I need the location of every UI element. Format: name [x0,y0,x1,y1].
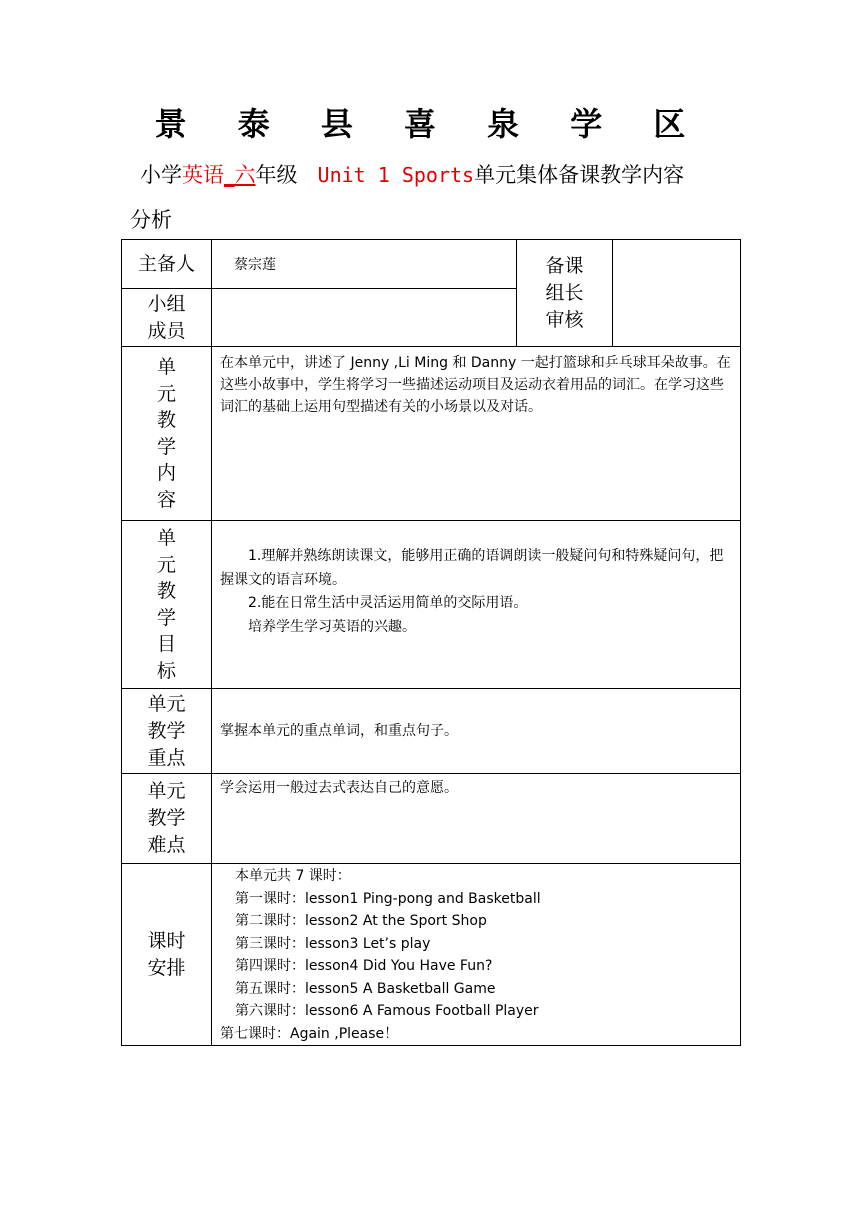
schedule-text-cell [212,864,741,1046]
schedule-lesson: 第三课时：lesson3 Let’s play [235,935,431,952]
key-text: 掌握本单元的重点单词，和重点句子。 [220,723,458,739]
host-value: 蔡宗莲 [234,257,276,273]
content-label-char: 容 [156,488,176,511]
schedule-lesson: 第一课时：lesson1 Ping-pong and Basketball [235,890,541,907]
document-title: 景 泰 县 喜 泉 学 区 [154,105,706,143]
schedule-last-lesson: 第七课时：Again ,Please！ [220,1025,399,1042]
goals-label-char: 单 [156,527,176,549]
content-label-cell [122,347,212,521]
content-label-char: 元 [156,382,176,405]
members-label-line: 小组 [147,292,186,315]
content-label-char: 单 [156,356,176,378]
goals-label-char: 标 [156,659,176,682]
goals-label-char: 教 [156,580,176,602]
review-label-line: 审核 [545,308,584,331]
subtitle-grade-suffix: 年级 [255,163,298,187]
review-label-line: 组长 [545,281,584,304]
schedule-lesson: 第二课时：lesson2 At the Sport Shop [235,913,487,929]
content-label-char: 内 [156,462,176,484]
schedule-intro: 本单元共 7 课时： [235,868,351,884]
document-subtitle [130,153,740,243]
content-text: 在本单元中，讲述了 Jenny ,Li Ming 和 Danny 一起打篮球和乒乓球耳朵故事。在这些小故事中，学生将学习一些描述运动项目及运动衣着用品的词汇。在学习这些词汇的基础上运用句型描述有关的小场景以及对话。 [220,355,731,415]
goal-item: 1.理解并熟练朗读课文，能够用正确的语调朗读一般疑问句和特殊疑问句，把握课文的语言环境。 [220,548,724,588]
goals-label-char: 学 [156,606,176,629]
review-label-cell [517,240,613,347]
members-value-cell [212,289,517,347]
difficult-label-cell [122,774,212,864]
schedule-lesson: 第六课时：lesson6 A Famous Football Player [235,1003,539,1019]
subtitle-blank: _ [224,163,235,187]
key-label-cell [122,689,212,774]
schedule-label-line: 课时 [147,929,186,952]
key-label-line: 教学 [147,719,186,742]
subtitle-grade: 六 [234,163,256,187]
difficult-label-line: 教学 [147,807,186,829]
members-label-cell [122,289,212,347]
schedule-label-cell [122,864,212,1046]
content-label-char: 教 [156,409,176,431]
lesson-plan-table [121,239,741,1046]
review-value-cell [613,240,741,347]
schedule-label-line: 安排 [147,956,186,979]
subtitle-continuation: 分析 [130,208,172,232]
subtitle-suffix: 单元集体备课教学内容 [474,163,685,187]
key-text-cell [212,689,741,774]
content-text-cell [212,347,741,521]
subtitle-unit: Unit 1 Sports [317,163,475,187]
review-label-line: 备课 [545,254,584,277]
goal-item: 培养学生学习英语的兴趣。 [248,618,416,635]
subtitle-prefix: 小学 [140,163,182,187]
content-label-char: 学 [156,435,176,458]
host-value-cell [212,240,517,289]
key-label-line: 单元 [147,692,186,715]
goal-item: 2.能在日常生活中灵活运用简单的交际用语。 [248,595,528,611]
difficult-text-cell [212,774,741,864]
schedule-lesson: 第五课时：lesson5 A Basketball Game [235,980,496,997]
subtitle-subject: 英语 [182,163,224,187]
difficult-label-line: 难点 [147,834,186,856]
key-label-line: 重点 [147,746,186,769]
goals-label-cell [122,521,212,689]
members-label-line: 成员 [147,319,186,342]
goals-label-char: 目 [156,633,176,655]
host-label: 主备人 [137,252,195,275]
difficult-text: 学会运用一般过去式表达自己的意愿。 [220,780,458,796]
goals-text-cell [212,521,741,689]
host-label-cell [122,240,212,289]
goals-label-char: 元 [156,553,176,576]
schedule-lesson: 第四课时：lesson4 Did You Have Fun? [235,958,493,974]
difficult-label-line: 单元 [147,780,186,802]
